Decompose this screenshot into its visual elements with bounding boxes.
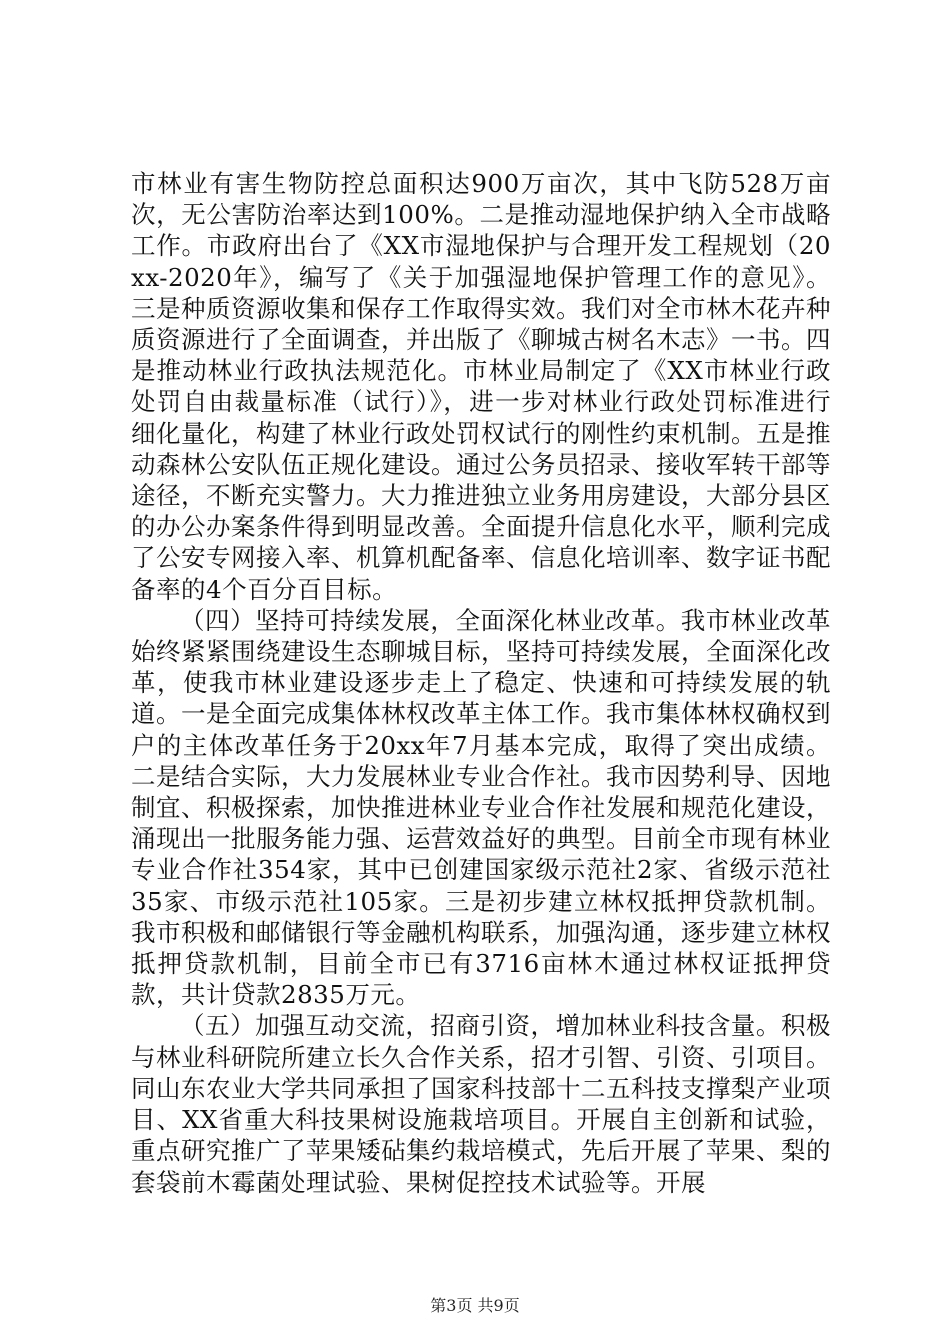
body-text — [131, 168, 831, 1198]
page-number-footer: 第3页 共9页 — [430, 1296, 520, 1315]
paragraph-section-5: （五）加强互动交流，招商引资，增加林业科技含量。积极与林业科研院所建立长久合作关系，招才引智、引资、引项目。同山东农业大学共同承担了国家科技部十二五科技支撑梨产业项目、XX省重大科技果树设施栽培项目。开展自主创新和试验，重点研究推广了苹果矮砧集约栽培模式，先后开展了苹果、梨的套袋前木霉菌处理试验、果树促控技术试验等。开展 — [131, 1011, 831, 1197]
paragraph-continued: 市林业有害生物防控总面积达900万亩次，其中飞防528万亩次，无公害防治率达到100%。二是推动湿地保护纳入全市战略工作。市政府出台了《XX市湿地保护与合理开发工程规划（20xx-2020年》，编写了《关于加强湿地保护管理工作的意见》。三是种质资源收集和保存工作取得实效。我们对全市林木花卉种质资源进行了全面调查，并出版了《聊城古树名木志》一书。四是推动林业行政执法规范化。市林业局制定了《XX市林业行政处罚自由裁量标准（试行）》，进一步对林业行政处罚标准进行细化量化，构建了林业行政处罚权试行的刚性约束机制。五是推动森林公安队伍正规化建设。通过公务员招录、接收军转干部等途径，不断充实警力。大力推进独立业务用房建设，大部分县区的办公办案条件得到明显改善。全面提升信息化水平，顺利完成了公安专网接入率、机算机配备率、信息化培训率、数字证书配备率的4个百分百目标。 — [131, 169, 831, 604]
paragraph-section-4: （四）坚持可持续发展，全面深化林业改革。我市林业改革始终紧紧围绕建设生态聊城目标，坚持可持续发展，全面深化改革，使我市林业建设逐步走上了稳定、快速和可持续发展的轨道。一是全面完成集体林权改革主体工作。我市集体林权确权到户的主体改革任务于20xx年7月基本完成，取得了突出成绩。二是结合实际，大力发展林业专业合作社。我市因势利导、因地制宜、积极探索，加快推进林业专业合作社发展和规范化建设，涌现出一批服务能力强、运营效益好的典型。目前全市现有林业专业合作社354家，其中已创建国家级示范社2家、省级示范社35家、市级示范社105家。三是初步建立林权抵押贷款机制。我市积极和邮储银行等金融机构联系，加强沟通，逐步建立林权抵押贷款机制，目前全市已有3716亩林木通过林权证抵押贷款，共计贷款2835万元。 — [131, 605, 831, 1010]
